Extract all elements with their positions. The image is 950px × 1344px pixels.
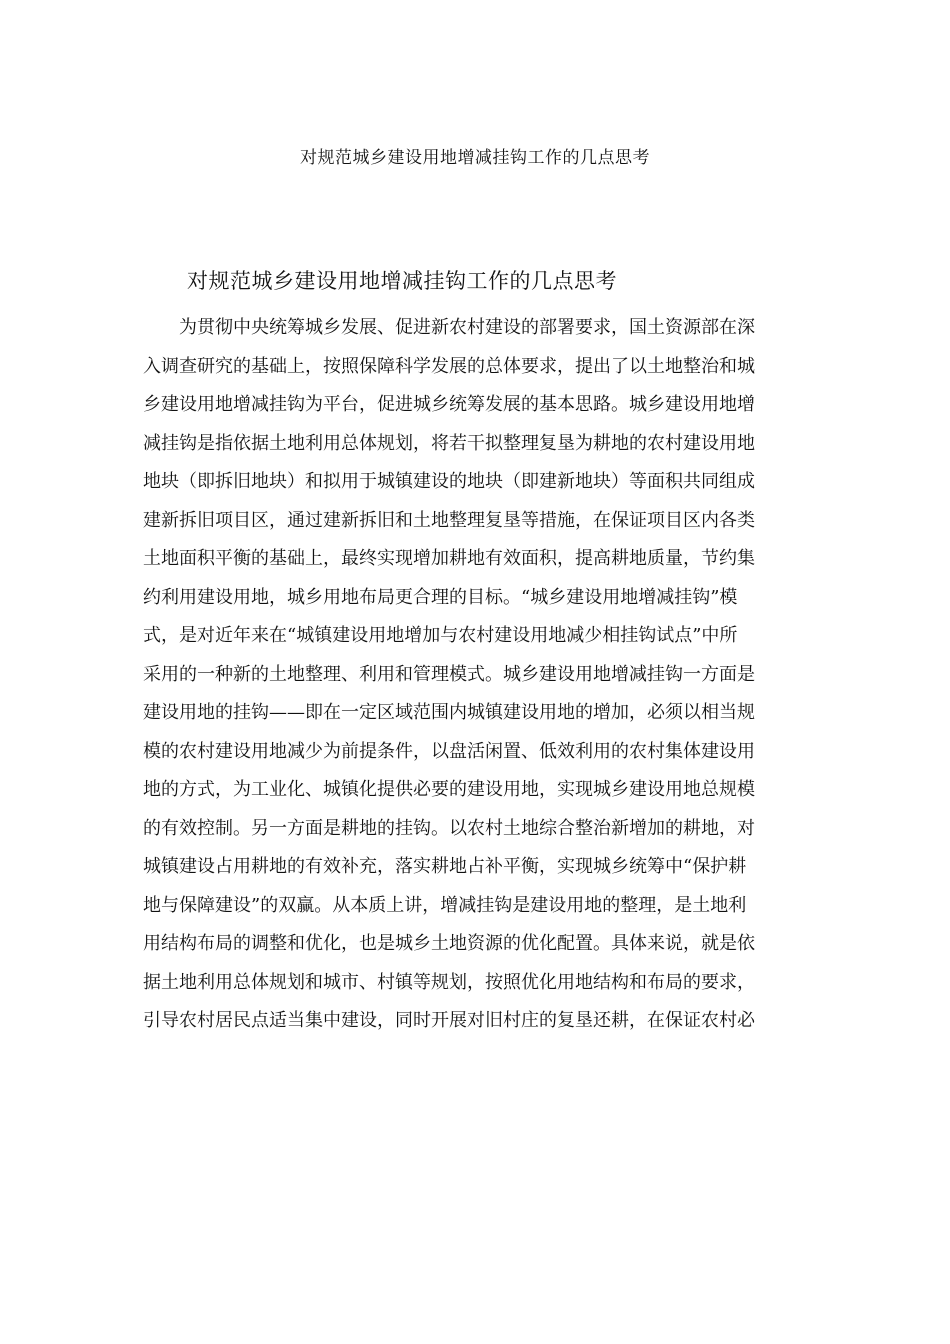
document-title: 对规范城乡建设用地增减挂钩工作的几点思考 xyxy=(187,269,617,293)
body-line: 约利用建设用地，城乡用地布局更合理的目标。“城乡建设用地增减挂钩”模 xyxy=(143,586,738,608)
body-line: 地与保障建设”的双赢。从本质上讲，增减挂钩是建设用地的整理，是土地利 xyxy=(143,894,747,916)
body-line: 为贯彻中央统筹城乡发展、促进新农村建设的部署要求，国土资源部在深 xyxy=(179,317,755,338)
body-line: 用结构布局的调整和优化，也是城乡土地资源的优化配置。具体来说，就是依 xyxy=(143,933,755,954)
body-line: 减挂钩是指依据土地利用总体规划，将若干拟整理复垦为耕地的农村建设用地 xyxy=(143,432,755,454)
body-line: 式，是对近年来在“城镇建设用地增加与农村建设用地减少相挂钩试点”中所 xyxy=(143,625,738,646)
body-line: 的有效控制。另一方面是耕地的挂钩。以农村土地综合整治新增加的耕地，对 xyxy=(143,817,755,839)
body-line: 入调查研究的基础上，按照保障科学发展的总体要求，提出了以土地整治和城 xyxy=(143,355,755,377)
body-line: 城镇建设占用耕地的有效补充，落实耕地占补平衡，实现城乡统筹中“保护耕 xyxy=(143,856,747,877)
page-header-title: 对规范城乡建设用地增减挂钩工作的几点思考 xyxy=(300,148,650,168)
body-line: 乡建设用地增减挂钩为平台，促进城乡统筹发展的基本思路。城乡建设用地增 xyxy=(143,394,755,415)
body-line: 地块（即拆旧地块）和拟用于城镇建设的地块（即建新地块）等面积共同组成 xyxy=(143,471,755,492)
body-line: 建新拆旧项目区，通过建新拆旧和土地整理复垦等措施，在保证项目区内各类 xyxy=(143,509,755,531)
body-line: 土地面积平衡的基础上，最终实现增加耕地有效面积，提高耕地质量，节约集 xyxy=(143,548,755,569)
body-line: 引导农村居民点适当集中建设，同时开展对旧村庄的复垦还耕，在保证农村必 xyxy=(143,1010,755,1031)
body-line: 模的农村建设用地减少为前提条件，以盘活闲置、低效利用的农村集体建设用 xyxy=(143,740,755,762)
body-line: 地的方式，为工业化、城镇化提供必要的建设用地，实现城乡建设用地总规模 xyxy=(143,779,755,800)
body-line: 据土地利用总体规划和城市、村镇等规划，按照优化用地结构和布局的要求， xyxy=(143,971,755,993)
document-body xyxy=(143,309,803,1041)
body-line: 采用的一种新的土地整理、利用和管理模式。城乡建设用地增减挂钩一方面是 xyxy=(143,663,755,685)
body-line: 建设用地的挂钩——即在一定区域范围内城镇建设用地的增加，必须以相当规 xyxy=(143,702,755,723)
